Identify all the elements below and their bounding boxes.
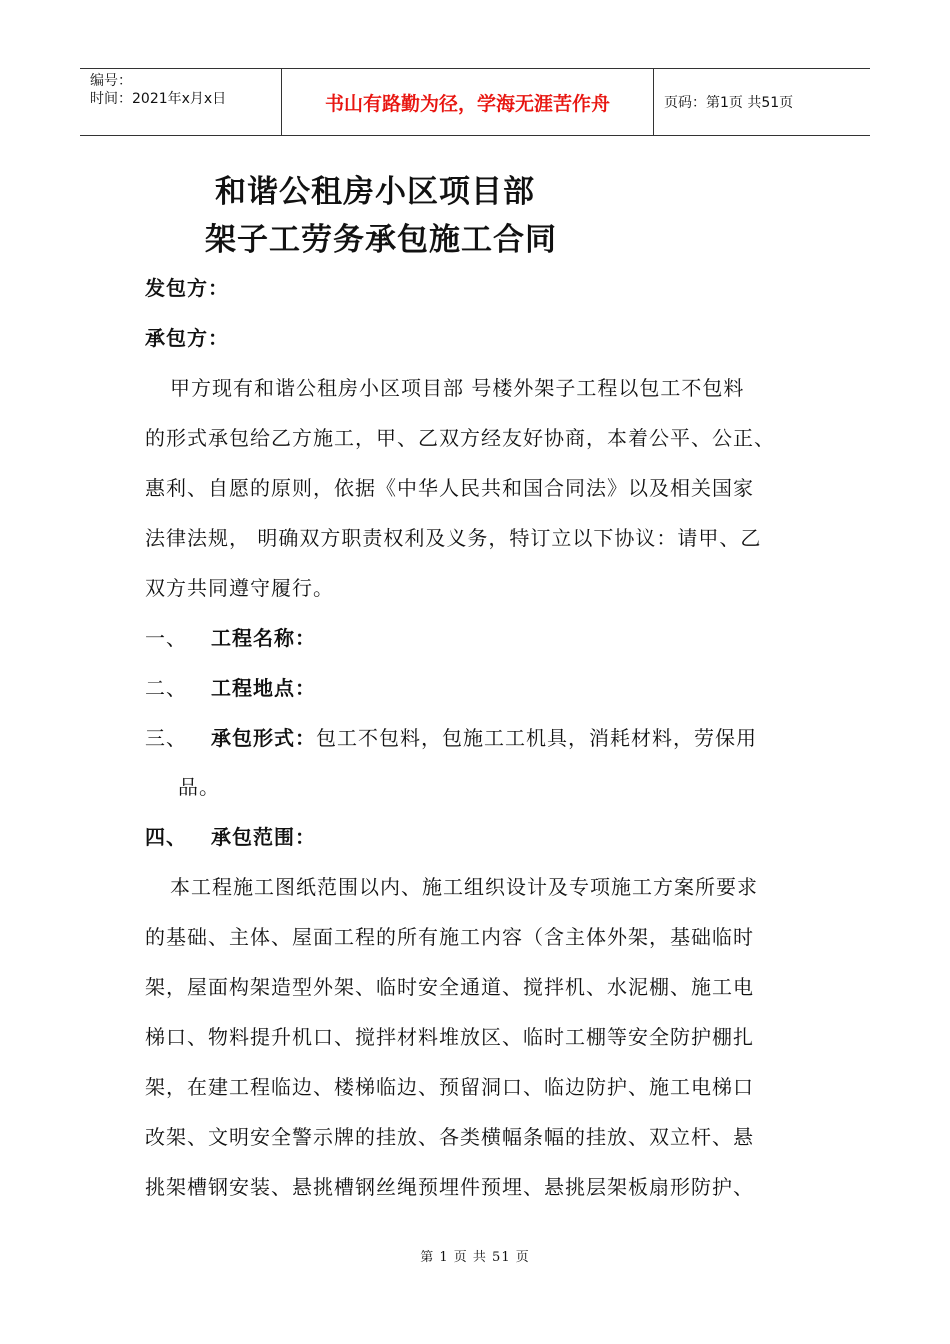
header-meta — [80, 69, 282, 135]
section-number: 一、 — [145, 626, 187, 650]
section-contract-scope — [145, 821, 316, 850]
document-number: 编号： — [90, 73, 132, 89]
scope-line: 架，屋面构架造型外架、临时安全通道、搅拌机、水泥棚、施工电 — [145, 975, 754, 999]
contractor-label: 承包方： — [145, 326, 229, 350]
section-title: 承包范围： — [211, 825, 316, 849]
page-footer: 第 1 页 共 51 页 — [420, 1250, 530, 1265]
section-title: 工程地点： — [211, 676, 316, 700]
section-text: 包工不包料，包施工工机具，消耗材料，劳保用 — [316, 726, 757, 750]
section-project-name — [145, 622, 316, 651]
section-project-location — [145, 672, 316, 701]
title-line-1: 和谐公租房小区项目部 — [215, 174, 535, 210]
section-number: 四、 — [145, 825, 187, 849]
intro-line: 甲方现有和谐公租房小区项目部 号楼外架子工程以包工不包料 — [170, 376, 745, 400]
section-title: 工程名称： — [211, 626, 316, 650]
scope-line: 本工程施工图纸范围以内、施工组织设计及专项施工方案所要求 — [170, 875, 758, 899]
intro-line: 惠利、自愿的原则，依据《中华人民共和国合同法》以及相关国家 — [145, 476, 754, 500]
scope-line: 的基础、主体、屋面工程的所有施工内容（含主体外架，基础临时 — [145, 925, 754, 949]
scope-line: 改架、文明安全警示牌的挂放、各类横幅条幅的挂放、双立杆、悬 — [145, 1125, 754, 1149]
page-header — [80, 68, 870, 136]
header-motto: 书山有路勤为径，学海无涯苦作舟 — [282, 69, 654, 135]
header-page-number: 页码：第1页 共51页 — [664, 95, 794, 111]
section-text-continued: 品。 — [178, 775, 220, 799]
intro-line: 的形式承包给乙方施工，甲、乙双方经友好协商，本着公平、公正、 — [145, 426, 775, 450]
title-line-2: 架子工劳务承包施工合同 — [205, 222, 557, 258]
section-number: 三、 — [145, 726, 187, 750]
scope-line: 梯口、物料提升机口、搅拌材料堆放区、临时工棚等安全防护棚扎 — [145, 1025, 754, 1049]
section-number: 二、 — [145, 676, 187, 700]
scope-line: 挑架槽钢安装、悬挑槽钢丝绳预埋件预埋、悬挑层架板扇形防护、 — [145, 1175, 754, 1199]
section-contract-form — [145, 722, 757, 751]
document-date: 时间：2021年x月x日 — [90, 91, 227, 107]
employer-label: 发包方： — [145, 276, 229, 300]
intro-line: 双方共同遵守履行。 — [145, 576, 334, 600]
scope-line: 架，在建工程临边、楼梯临边、预留洞口、临边防护、施工电梯口 — [145, 1075, 754, 1099]
section-title: 承包形式： — [211, 726, 316, 750]
intro-line: 法律法规， 明确双方职责权利及义务，特订立以下协议：请甲、乙 — [145, 526, 762, 550]
